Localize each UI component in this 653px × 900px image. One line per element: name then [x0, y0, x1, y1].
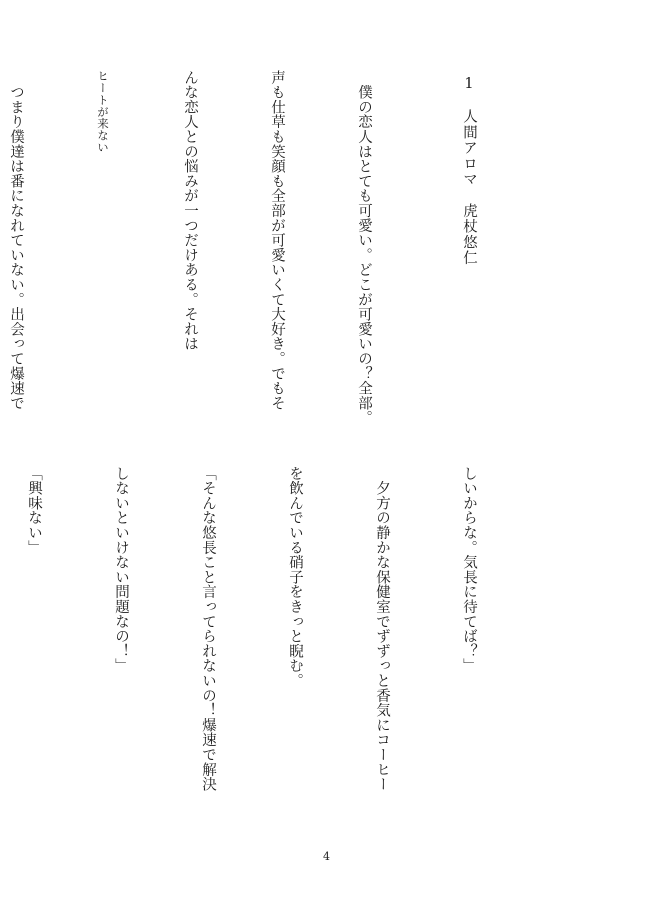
chapter-heading: 1 人間アロマ 虎杖悠仁	[461, 76, 477, 266]
text-line-small: ヒートが来ない	[96, 70, 110, 154]
bottom-text-column	[0, 466, 541, 846]
top-text-column	[0, 70, 541, 450]
text-line: 「興味ない」	[26, 466, 42, 555]
text-line: 「そんな悠長こと言ってられないの！爆速で解決	[200, 466, 216, 792]
text-line: しないといけない問題なの！」	[113, 466, 129, 674]
text-line: 声も仕草も笑顔も全部が可愛いくて大好き。でもそ	[269, 70, 285, 411]
text-line: んな恋人との悩みが一つだけある。それは	[182, 70, 198, 352]
text-line: 僕の恋人はとても可愛い。どこが可愛いの？全部。	[356, 70, 372, 426]
text-line: を飲んでいる硝子をきっと睨む。	[287, 466, 303, 688]
text-line: 夕方の静かな保健室でずずっと香気にコーヒー	[374, 466, 390, 792]
page-number: 4	[323, 850, 330, 863]
text-line: つまり僕達は番になれていない。出会って爆速で	[8, 70, 24, 411]
text-line: しいからな。気長に待てば？」	[461, 466, 477, 674]
